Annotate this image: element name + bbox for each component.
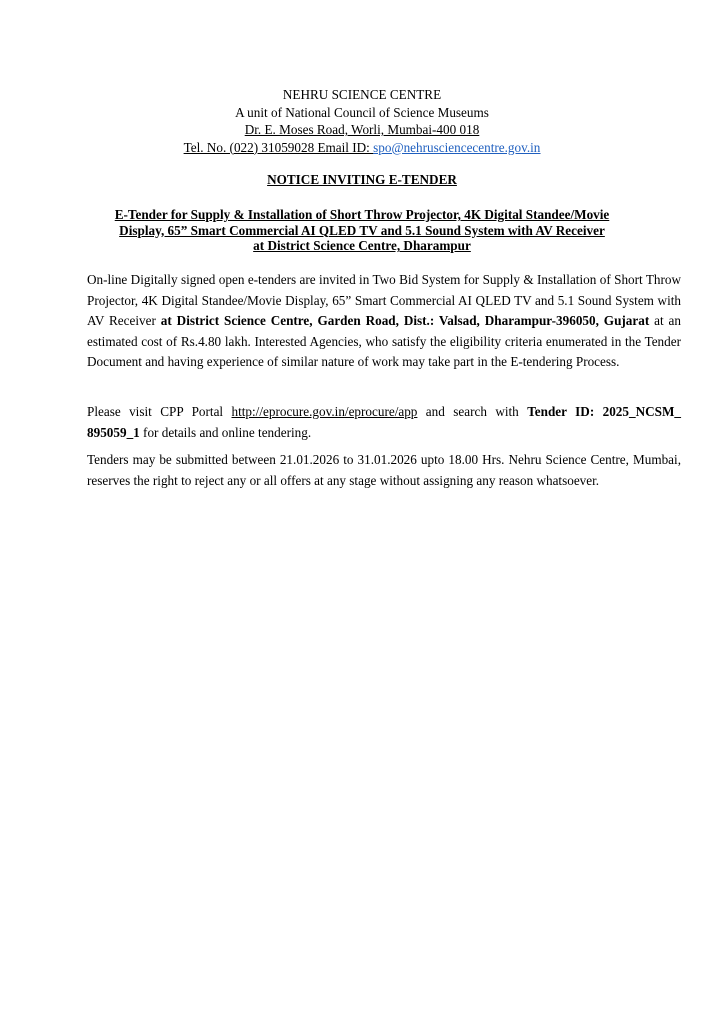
unit-line: A unit of National Council of Science Museums	[235, 104, 489, 120]
subject-line-2: Display, 65” Smart Commercial AI QLED TV and 5.1 Sound System with AV Receiver	[119, 222, 605, 238]
subject-line-1: E-Tender for Supply & Installation of Short Throw Projector, 4K Digital Standee/Movie	[114, 207, 610, 222]
invitation-text-cont: at an estimated cost of Rs.4.80 lakh. Interested Agencies, who satisfy the eligibility criteria enumerated in the Tender Document and having experience of similar nature of work may take part in the E-tendering Process.	[87, 313, 682, 369]
email-link[interactable]: spo@nehrusciencecentre.gov.in	[373, 139, 541, 155]
notice-title: NOTICE INVITING E-TENDER	[267, 172, 457, 187]
contact-phone: Tel. No. (022) 31059028 Email ID:	[183, 139, 374, 155]
invitation-text: On-line Digitally signed open e-tenders are invited in Two Bid System for Supply & Installation of Short Throw Projector, 4K Digital Standee/Movie Display, 65” Smart Commercial AI QLED TV and 5.1 Sound System with AV Receiver	[87, 272, 681, 328]
location-bold: at District Science Centre, Garden Road, Dist.: Valsad, Dharampur-396050, Gujarat	[160, 313, 650, 328]
portal-text-end: for details and online tendering.	[139, 424, 312, 440]
paragraph-invitation	[87, 270, 681, 373]
letterhead	[0, 86, 724, 156]
contact-line	[0, 139, 724, 157]
paragraph-portal	[87, 402, 681, 443]
portal-text-mid: and search with	[417, 404, 528, 419]
portal-link[interactable]: http://eprocure.gov.in/eprocure/app	[231, 404, 418, 419]
subject-line-3: at District Science Centre, Dharampur	[253, 238, 471, 253]
address: Dr. E. Moses Road, Worli, Mumbai-400 018	[244, 122, 480, 137]
paragraph-submission: Tenders may be submitted between 21.01.2026 to 31.01.2026 upto 18.00 Hrs. Nehru Science Centre, Mumbai, reserves the right to reject any or all offers at any stage without assigning any reason whatsoever.	[87, 452, 681, 488]
tender-subject	[60, 207, 664, 254]
portal-text: Please visit CPP Portal	[87, 404, 232, 419]
org-name: NEHRU SCIENCE CENTRE	[282, 87, 442, 102]
tender-id: Tender ID: 2025_NCSM_ 895059_1	[87, 404, 682, 440]
